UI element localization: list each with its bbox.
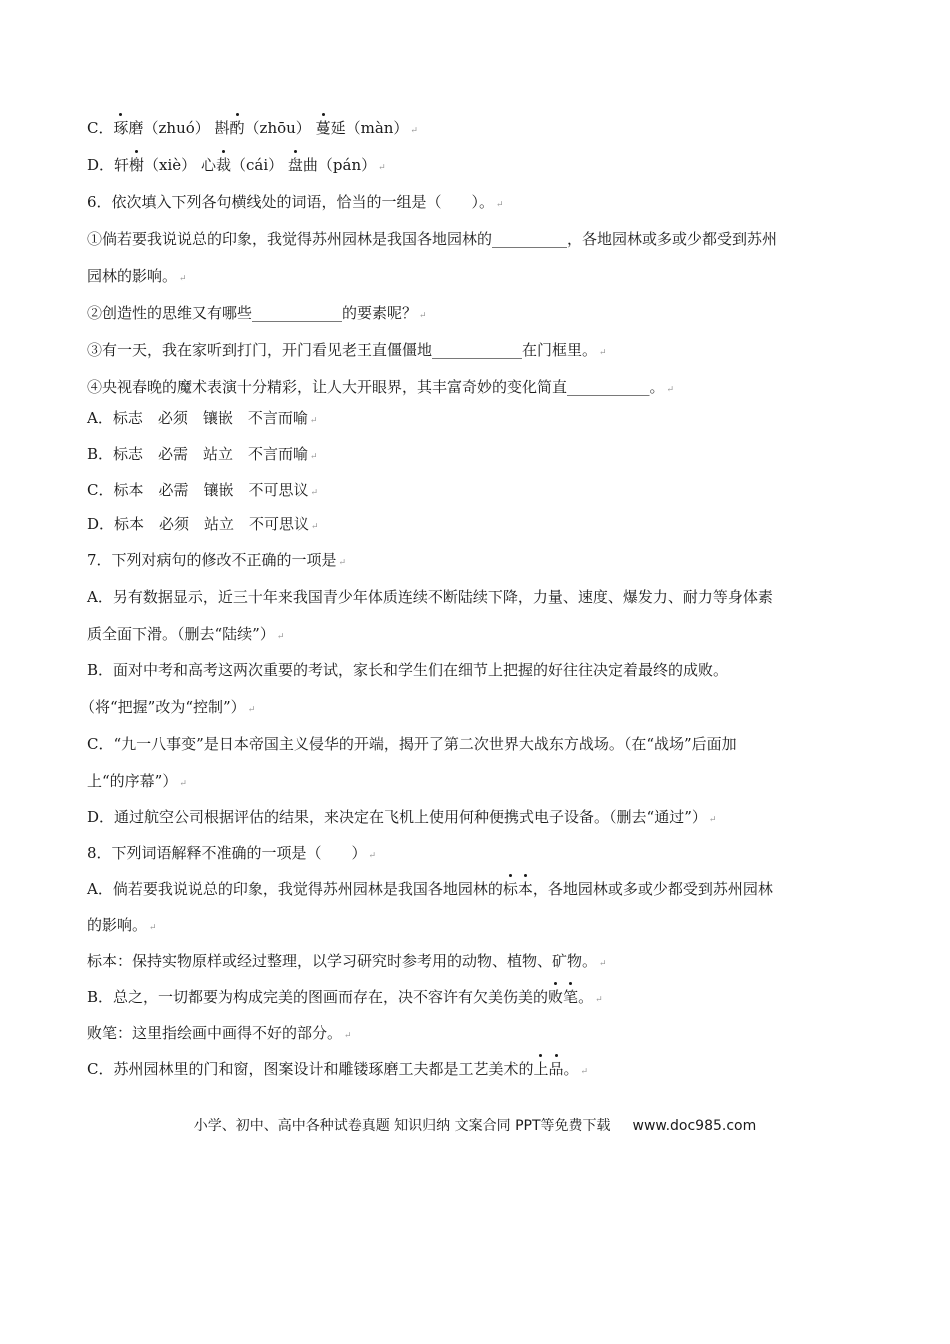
option-d-pinyin: D．轩榭（xiè） 心裁（cái） 盘曲（pán） ↵ <box>87 156 386 174</box>
q6-option-c: C．标本 必需 镶嵌 不可思议 ↵ <box>87 481 319 499</box>
q7-option-c: C．“九一八事变”是日本帝国主义侵华的开端，揭开了第二次世界大战东方战场。（在“战场”后面加 <box>87 735 737 753</box>
q7-option-b: B．面对中考和高考这两次重要的考试，家长和学生们在细节上把握的好往往决定着最终的成败。 <box>87 661 729 679</box>
dotted-char: 榭 <box>129 156 145 174</box>
q6-option-d: D．标本 必须 站立 不可思议 ↵ <box>87 515 319 533</box>
q7-option-a-cont: 质全面下滑。（删去“陆续”） ↵ <box>87 625 285 643</box>
dotted-char: 本 <box>517 880 533 898</box>
sentence-1: ①倘若要我说说总的印象，我觉得苏州园林是我国各地园林的__________，各地园林或多或少都受到苏州 <box>87 230 778 248</box>
question-7: 7．下列对病句的修改不正确的一项是 ↵ <box>87 551 347 569</box>
sentence-2: ②创造性的思维又有哪些____________的要素呢？ ↵ <box>87 304 427 322</box>
q8-option-a: A．倘若要我说说总的印象，我觉得苏州园林是我国各地园林的标本，各地园林或多或少都受到苏州园林 <box>87 880 773 898</box>
q8-option-c: C．苏州园林里的门和窗，图案设计和雕镂琢磨工夫都是工艺美术的上品。 ↵ <box>87 1060 589 1078</box>
question-6: 6．依次填入下列各句横线处的词语，恰当的一组是（ ）。 ↵ <box>87 193 504 211</box>
dotted-char: 败 <box>548 988 564 1006</box>
sentence-4: ④央视春晚的魔术表演十分精彩，让人大开眼界，其丰富奇妙的变化简直___________。 ↵ <box>87 378 675 396</box>
q6-option-b: B．标志 必需 站立 不言而喻 ↵ <box>87 445 318 463</box>
option-c-pinyin: C．琢磨（zhuó） 斟酌（zhōu） 蔓延（màn） ↵ <box>87 119 418 137</box>
q8-definition-a: 标本：保持实物原样或经过整理，以学习研究时参考用的动物、植物、矿物。 ↵ <box>87 952 607 970</box>
dotted-char: 笔 <box>563 988 579 1006</box>
dotted-char: 上 <box>533 1060 549 1078</box>
q7-option-a: A．另有数据显示，近三十年来我国青少年体质连续不断陆续下降，力量、速度、爆发力、耐力等身体素 <box>87 588 773 606</box>
dotted-char: 盘 <box>287 156 303 174</box>
q8-option-b: B．总之，一切都要为构成完美的图画而存在，决不容许有欠美伤美的败笔。 ↵ <box>87 988 603 1006</box>
dotted-char: 酌 <box>229 119 245 137</box>
dotted-char: 品 <box>548 1060 564 1078</box>
dotted-char: 标 <box>502 880 518 898</box>
footer-site-link[interactable]: www.doc985.com <box>632 1118 757 1134</box>
q7-option-c-cont: 上“的序幕”） ↵ <box>87 772 187 790</box>
dotted-char: 蔓 <box>315 119 331 137</box>
q7-option-b-cont: （将“把握”改为“控制”） ↵ <box>80 698 256 716</box>
q8-definition-b: 败笔：这里指绘画中画得不好的部分。 ↵ <box>87 1024 352 1042</box>
dotted-char: 裁 <box>215 156 231 174</box>
question-8: 8．下列词语解释不准确的一项是（ ） ↵ <box>87 844 377 862</box>
dotted-char: 琢 <box>113 119 129 137</box>
sentence-1-cont: 园林的影响。 ↵ <box>87 267 187 285</box>
q7-option-d: D．通过航空公司根据评估的结果，来决定在飞机上使用何种便携式电子设备。（删去“通过”） ↵ <box>87 808 717 826</box>
footer-text: 小学、初中、高中各种试卷真题 知识归纳 文案合同 PPT等免费下载 <box>193 1118 611 1134</box>
sentence-3: ③有一天，我在家听到打门，开门看见老王直僵僵地____________在门框里。 ↵ <box>87 341 607 359</box>
page-footer <box>0 1116 950 1136</box>
q6-option-a: A．标志 必须 镶嵌 不言而喻 ↵ <box>87 409 318 427</box>
q8-option-a-cont: 的影响。 ↵ <box>87 916 157 934</box>
